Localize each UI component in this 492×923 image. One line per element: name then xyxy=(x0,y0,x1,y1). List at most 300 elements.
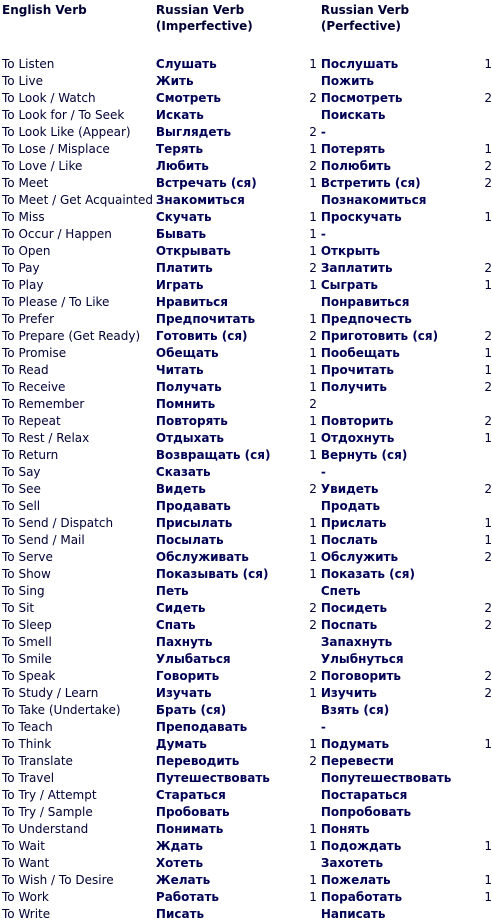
imperfective-verb-cell: Улыбаться xyxy=(155,652,231,666)
imperfective-verb-cell: Обслуживать xyxy=(155,550,249,564)
perfective-conjugation-cell: 2 xyxy=(484,176,492,190)
perfective-conjugation-cell xyxy=(464,702,492,719)
imperfective-verb-cell: Брать (ся) xyxy=(155,703,227,717)
perfective-verb-cell: Увидеть xyxy=(320,482,379,496)
imperfective-conjugation-cell: 1 xyxy=(309,737,317,751)
english-verb-cell: To Open xyxy=(2,244,51,258)
header-perfective xyxy=(321,0,465,56)
imperfective-conjugation-cell xyxy=(293,719,321,736)
perfective-conjugation-cell xyxy=(464,192,492,209)
imperfective-verb-cell: Показывать (ся) xyxy=(155,567,269,581)
english-verb-cell: To Say xyxy=(2,465,41,479)
header-imperfective-line-1: Russian Verb xyxy=(155,3,245,17)
imperfective-conjugation-cell: 2 xyxy=(309,125,317,139)
perfective-verb-cell: - xyxy=(320,125,326,139)
table-row xyxy=(2,430,492,447)
perfective-verb-cell: Поговорить xyxy=(320,669,402,683)
table-row xyxy=(2,515,492,532)
perfective-verb-cell: Взять (ся) xyxy=(320,703,390,717)
perfective-verb-cell: Приготовить (ся) xyxy=(320,329,439,343)
imperfective-conjugation-cell: 1 xyxy=(309,567,317,581)
perfective-conjugation-cell xyxy=(464,855,492,872)
perfective-verb-cell: Пообещать xyxy=(320,346,400,360)
imperfective-verb-cell: Пахнуть xyxy=(155,635,213,649)
imperfective-verb-cell: Повторять xyxy=(155,414,228,428)
table-row xyxy=(2,617,492,634)
perfective-verb-cell: Подумать xyxy=(320,737,390,751)
header-conj-2 xyxy=(464,0,492,56)
imperfective-conjugation-cell: 2 xyxy=(309,754,317,768)
perfective-conjugation-cell: 2 xyxy=(484,380,492,394)
table-row xyxy=(2,719,492,736)
english-verb-cell: To Live xyxy=(2,74,43,88)
imperfective-verb-cell: Отдыхать xyxy=(155,431,224,445)
perfective-verb-cell: Сыграть xyxy=(320,278,379,292)
table-row xyxy=(2,787,492,804)
table-row xyxy=(2,243,492,260)
table-row xyxy=(2,328,492,345)
table-row xyxy=(2,90,492,107)
imperfective-conjugation-cell xyxy=(293,634,321,651)
perfective-conjugation-cell: 1 xyxy=(484,363,492,377)
imperfective-verb-cell: Петь xyxy=(155,584,189,598)
perfective-verb-cell: Прислать xyxy=(320,516,387,530)
imperfective-verb-cell: Пробовать xyxy=(155,805,230,819)
english-verb-cell: To Want xyxy=(2,856,50,870)
english-verb-cell: To Try / Sample xyxy=(2,805,93,819)
english-verb-cell: To Sleep xyxy=(2,618,52,632)
english-verb-cell: To Lose / Misplace xyxy=(2,142,110,156)
english-verb-cell: To Study / Learn xyxy=(2,686,99,700)
perfective-conjugation-cell xyxy=(464,311,492,328)
english-verb-cell: To Understand xyxy=(2,822,89,836)
table-row xyxy=(2,226,492,243)
perfective-conjugation-cell xyxy=(464,906,492,923)
english-verb-cell: To Try / Attempt xyxy=(2,788,97,802)
english-verb-cell: To Smile xyxy=(2,652,52,666)
perfective-conjugation-cell xyxy=(464,566,492,583)
imperfective-verb-cell: Продавать xyxy=(155,499,231,513)
english-verb-cell: To Sing xyxy=(2,584,45,598)
imperfective-conjugation-cell xyxy=(293,906,321,923)
perfective-verb-cell: Познакомиться xyxy=(320,193,427,207)
imperfective-conjugation-cell: 1 xyxy=(309,448,317,462)
imperfective-conjugation-cell: 1 xyxy=(309,278,317,292)
table-row xyxy=(2,498,492,515)
perfective-verb-cell: Пожить xyxy=(320,74,375,88)
imperfective-verb-cell: Видеть xyxy=(155,482,206,496)
imperfective-conjugation-cell: 1 xyxy=(309,550,317,564)
table-row xyxy=(2,107,492,124)
imperfective-conjugation-cell: 1 xyxy=(309,210,317,224)
imperfective-conjugation-cell xyxy=(293,73,321,90)
imperfective-verb-cell: Изучать xyxy=(155,686,212,700)
english-verb-cell: To Occur / Happen xyxy=(2,227,112,241)
header-row xyxy=(2,0,492,56)
english-verb-cell: To Send / Mail xyxy=(2,533,85,547)
imperfective-conjugation-cell: 1 xyxy=(309,686,317,700)
english-verb-cell: To Look / Watch xyxy=(2,91,96,105)
table-row xyxy=(2,362,492,379)
header-english-label: English Verb xyxy=(2,3,87,17)
imperfective-verb-cell: Получать xyxy=(155,380,222,394)
imperfective-conjugation-cell: 1 xyxy=(309,176,317,190)
english-verb-cell: To Think xyxy=(2,737,52,751)
imperfective-verb-cell: Посылать xyxy=(155,533,224,547)
imperfective-conjugation-cell: 1 xyxy=(309,244,317,258)
table-row xyxy=(2,838,492,855)
perfective-verb-cell: Пожелать xyxy=(320,873,391,887)
imperfective-verb-cell: Понимать xyxy=(155,822,224,836)
perfective-conjugation-cell: 2 xyxy=(484,618,492,632)
perfective-verb-cell: Поспать xyxy=(320,618,378,632)
table-row xyxy=(2,702,492,719)
imperfective-conjugation-cell xyxy=(293,192,321,209)
table-row xyxy=(2,345,492,362)
english-verb-cell: To Show xyxy=(2,567,51,581)
english-verb-cell: To Write xyxy=(2,907,51,921)
table-row xyxy=(2,124,492,141)
english-verb-cell: To Serve xyxy=(2,550,53,564)
perfective-verb-cell: Обслужить xyxy=(320,550,399,564)
table-row xyxy=(2,481,492,498)
perfective-verb-cell: Понравиться xyxy=(320,295,410,309)
table-row xyxy=(2,770,492,787)
imperfective-conjugation-cell: 1 xyxy=(309,346,317,360)
imperfective-verb-cell: Спать xyxy=(155,618,196,632)
english-verb-cell: To Take (Undertake) xyxy=(2,703,121,717)
perfective-verb-cell: Посидеть xyxy=(320,601,388,615)
imperfective-conjugation-cell: 2 xyxy=(309,91,317,105)
table-row xyxy=(2,141,492,158)
perfective-conjugation-cell: 2 xyxy=(484,159,492,173)
english-verb-cell: To Listen xyxy=(2,57,55,71)
imperfective-verb-cell: Искать xyxy=(155,108,204,122)
imperfective-conjugation-cell: 1 xyxy=(309,839,317,853)
perfective-conjugation-cell: 1 xyxy=(484,533,492,547)
table-row xyxy=(2,600,492,617)
perfective-conjugation-cell: 1 xyxy=(484,516,492,530)
table-row xyxy=(2,311,492,328)
perfective-conjugation-cell: 1 xyxy=(484,737,492,751)
table-row xyxy=(2,736,492,753)
imperfective-conjugation-cell: 2 xyxy=(309,261,317,275)
perfective-conjugation-cell: 2 xyxy=(484,91,492,105)
imperfective-verb-cell: Платить xyxy=(155,261,213,275)
perfective-verb-cell: Вернуть (ся) xyxy=(320,448,408,462)
imperfective-conjugation-cell: 2 xyxy=(309,159,317,173)
perfective-verb-cell: Посмотреть xyxy=(320,91,403,105)
perfective-conjugation-cell xyxy=(464,634,492,651)
imperfective-conjugation-cell: 1 xyxy=(309,312,317,326)
perfective-verb-cell: Поискать xyxy=(320,108,386,122)
perfective-conjugation-cell xyxy=(464,294,492,311)
imperfective-verb-cell: Играть xyxy=(155,278,204,292)
english-verb-cell: To Wait xyxy=(2,839,45,853)
verb-table xyxy=(2,0,492,923)
table-row xyxy=(2,566,492,583)
imperfective-conjugation-cell: 1 xyxy=(309,516,317,530)
imperfective-conjugation-cell: 1 xyxy=(309,431,317,445)
english-verb-cell: To Sit xyxy=(2,601,35,615)
english-verb-cell: To Rest / Relax xyxy=(2,431,90,445)
english-verb-cell: To Sell xyxy=(2,499,41,513)
imperfective-conjugation-cell xyxy=(293,770,321,787)
perfective-verb-cell: Послушать xyxy=(320,57,399,71)
imperfective-conjugation-cell xyxy=(293,583,321,600)
perfective-conjugation-cell xyxy=(464,770,492,787)
perfective-verb-cell: Послать xyxy=(320,533,378,547)
table-row xyxy=(2,260,492,277)
imperfective-conjugation-cell xyxy=(293,107,321,124)
perfective-verb-cell: Спеть xyxy=(320,584,361,598)
table-row xyxy=(2,396,492,413)
imperfective-conjugation-cell: 2 xyxy=(309,601,317,615)
imperfective-verb-cell: Ждать xyxy=(155,839,203,853)
english-verb-cell: To Meet / Get Acquainted xyxy=(2,193,153,207)
header-imperfective-line-2: (Imperfective) xyxy=(155,19,253,33)
english-verb-cell: To Love / Like xyxy=(2,159,83,173)
imperfective-conjugation-cell: 2 xyxy=(309,669,317,683)
english-verb-cell: To Play xyxy=(2,278,44,292)
verb-table-header xyxy=(2,0,492,56)
perfective-verb-cell: Подождать xyxy=(320,839,402,853)
english-verb-cell: To Work xyxy=(2,890,49,904)
perfective-verb-cell: Изучить xyxy=(320,686,377,700)
english-verb-cell: To Return xyxy=(2,448,59,462)
english-verb-cell: To Smell xyxy=(2,635,52,649)
english-verb-cell: To Prepare (Get Ready) xyxy=(2,329,141,343)
perfective-conjugation-cell xyxy=(464,73,492,90)
perfective-conjugation-cell xyxy=(464,804,492,821)
perfective-verb-cell: Запахнуть xyxy=(320,635,393,649)
perfective-verb-cell: Отдохнуть xyxy=(320,431,395,445)
perfective-verb-cell: Прочитать xyxy=(320,363,394,377)
table-row xyxy=(2,379,492,396)
table-row xyxy=(2,277,492,294)
imperfective-verb-cell: Работать xyxy=(155,890,220,904)
imperfective-verb-cell: Скучать xyxy=(155,210,212,224)
imperfective-verb-cell: Думать xyxy=(155,737,207,751)
perfective-conjugation-cell: 2 xyxy=(484,261,492,275)
imperfective-verb-cell: Преподавать xyxy=(155,720,248,734)
imperfective-verb-cell: Любить xyxy=(155,159,209,173)
imperfective-verb-cell: Терять xyxy=(155,142,204,156)
perfective-conjugation-cell xyxy=(464,787,492,804)
perfective-conjugation-cell xyxy=(464,583,492,600)
perfective-conjugation-cell xyxy=(464,651,492,668)
header-perfective-line-1: Russian Verb xyxy=(320,3,410,17)
table-row xyxy=(2,413,492,430)
header-imperfective xyxy=(156,0,293,56)
imperfective-verb-cell: Нравиться xyxy=(155,295,228,309)
perfective-conjugation-cell: 1 xyxy=(484,142,492,156)
imperfective-verb-cell: Предпочитать xyxy=(155,312,256,326)
perfective-verb-cell: Полюбить xyxy=(320,159,391,173)
imperfective-conjugation-cell: 1 xyxy=(309,890,317,904)
table-row xyxy=(2,464,492,481)
perfective-conjugation-cell: 1 xyxy=(484,210,492,224)
perfective-conjugation-cell: 1 xyxy=(484,873,492,887)
imperfective-conjugation-cell xyxy=(293,855,321,872)
perfective-verb-cell: Попробовать xyxy=(320,805,412,819)
perfective-conjugation-cell: 2 xyxy=(484,550,492,564)
perfective-conjugation-cell xyxy=(464,464,492,481)
imperfective-verb-cell: Помнить xyxy=(155,397,216,411)
english-verb-cell: To Send / Dispatch xyxy=(2,516,114,530)
english-verb-cell: To Teach xyxy=(2,720,53,734)
imperfective-conjugation-cell: 1 xyxy=(309,363,317,377)
table-row xyxy=(2,872,492,889)
imperfective-verb-cell: Бывать xyxy=(155,227,207,241)
table-row xyxy=(2,668,492,685)
table-row xyxy=(2,447,492,464)
imperfective-verb-cell: Переводить xyxy=(155,754,240,768)
perfective-conjugation-cell: 1 xyxy=(484,890,492,904)
perfective-conjugation-cell xyxy=(464,753,492,770)
table-row xyxy=(2,192,492,209)
header-perfective-line-2: (Perfective) xyxy=(320,19,401,33)
imperfective-conjugation-cell: 1 xyxy=(309,533,317,547)
imperfective-verb-cell: Смотреть xyxy=(155,91,221,105)
table-row xyxy=(2,583,492,600)
perfective-verb-cell: Встретить (ся) xyxy=(320,176,421,190)
perfective-conjugation-cell xyxy=(464,719,492,736)
verb-table-body xyxy=(2,56,492,923)
imperfective-verb-cell: Желать xyxy=(155,873,211,887)
imperfective-conjugation-cell xyxy=(293,464,321,481)
imperfective-conjugation-cell: 1 xyxy=(309,380,317,394)
english-verb-cell: To Translate xyxy=(2,754,73,768)
perfective-verb-cell: Предпочесть xyxy=(320,312,412,326)
imperfective-verb-cell: Присылать xyxy=(155,516,233,530)
header-conj-1 xyxy=(293,0,321,56)
imperfective-conjugation-cell: 1 xyxy=(309,822,317,836)
english-verb-cell: To See xyxy=(2,482,41,496)
perfective-verb-cell: Показать (ся) xyxy=(320,567,415,581)
perfective-conjugation-cell: 2 xyxy=(484,482,492,496)
table-row xyxy=(2,294,492,311)
table-row xyxy=(2,634,492,651)
english-verb-cell: To Meet xyxy=(2,176,49,190)
imperfective-verb-cell: Сказать xyxy=(155,465,211,479)
perfective-conjugation-cell xyxy=(464,396,492,413)
perfective-conjugation-cell: 1 xyxy=(484,346,492,360)
english-verb-cell: To Read xyxy=(2,363,49,377)
imperfective-conjugation-cell: 1 xyxy=(309,142,317,156)
perfective-conjugation-cell: 1 xyxy=(484,431,492,445)
table-row xyxy=(2,175,492,192)
english-verb-cell: To Prefer xyxy=(2,312,55,326)
perfective-verb-cell: - xyxy=(320,720,326,734)
perfective-conjugation-cell: 2 xyxy=(484,329,492,343)
perfective-conjugation-cell: 1 xyxy=(484,839,492,853)
perfective-verb-cell: Улыбнуться xyxy=(320,652,404,666)
imperfective-conjugation-cell xyxy=(293,804,321,821)
english-verb-cell: To Pay xyxy=(2,261,40,275)
english-verb-cell: To Travel xyxy=(2,771,55,785)
perfective-verb-cell: Проскучать xyxy=(320,210,402,224)
imperfective-verb-cell: Читать xyxy=(155,363,204,377)
imperfective-conjugation-cell: 1 xyxy=(309,57,317,71)
english-verb-cell: To Repeat xyxy=(2,414,61,428)
imperfective-verb-cell: Выглядеть xyxy=(155,125,232,139)
english-verb-cell: To Promise xyxy=(2,346,67,360)
english-verb-cell: To Please / To Like xyxy=(2,295,110,309)
imperfective-conjugation-cell: 1 xyxy=(309,414,317,428)
imperfective-conjugation-cell: 1 xyxy=(309,873,317,887)
english-verb-cell: To Remember xyxy=(2,397,85,411)
imperfective-conjugation-cell xyxy=(293,787,321,804)
perfective-verb-cell: Потерять xyxy=(320,142,386,156)
imperfective-verb-cell: Говорить xyxy=(155,669,220,683)
imperfective-verb-cell: Стараться xyxy=(155,788,226,802)
imperfective-conjugation-cell: 2 xyxy=(309,482,317,496)
table-row xyxy=(2,73,492,90)
english-verb-cell: To Miss xyxy=(2,210,45,224)
perfective-verb-cell: Перевести xyxy=(320,754,394,768)
perfective-conjugation-cell: 2 xyxy=(484,414,492,428)
english-verb-cell: To Look Like (Appear) xyxy=(2,125,131,139)
perfective-conjugation-cell xyxy=(464,107,492,124)
perfective-conjugation-cell xyxy=(464,498,492,515)
perfective-verb-cell: Постараться xyxy=(320,788,408,802)
imperfective-verb-cell: Открывать xyxy=(155,244,231,258)
imperfective-conjugation-cell xyxy=(293,702,321,719)
english-verb-cell: To Wish / To Desire xyxy=(2,873,114,887)
perfective-conjugation-cell xyxy=(464,821,492,838)
perfective-verb-cell: - xyxy=(320,465,326,479)
table-row xyxy=(2,804,492,821)
imperfective-verb-cell: Готовить (ся) xyxy=(155,329,248,343)
perfective-conjugation-cell xyxy=(464,226,492,243)
perfective-verb-cell: Повторить xyxy=(320,414,394,428)
imperfective-verb-cell: Возвращать (ся) xyxy=(155,448,271,462)
table-row xyxy=(2,821,492,838)
imperfective-verb-cell: Сидеть xyxy=(155,601,206,615)
perfective-verb-cell: Получить xyxy=(320,380,387,394)
perfective-conjugation-cell xyxy=(464,447,492,464)
perfective-conjugation-cell: 2 xyxy=(484,601,492,615)
table-row xyxy=(2,56,492,73)
english-verb-cell: To Look for / To Seek xyxy=(2,108,125,122)
table-row xyxy=(2,753,492,770)
imperfective-conjugation-cell: 2 xyxy=(309,397,317,411)
perfective-verb-cell xyxy=(321,396,465,413)
table-row xyxy=(2,889,492,906)
perfective-conjugation-cell xyxy=(464,124,492,141)
perfective-verb-cell: - xyxy=(320,227,326,241)
perfective-verb-cell: Попутешествовать xyxy=(320,771,452,785)
perfective-conjugation-cell: 2 xyxy=(484,669,492,683)
header-english xyxy=(2,0,156,56)
perfective-verb-cell: Написать xyxy=(320,907,386,921)
imperfective-verb-cell: Хотеть xyxy=(155,856,204,870)
table-row xyxy=(2,549,492,566)
perfective-verb-cell: Понять xyxy=(320,822,370,836)
imperfective-conjugation-cell: 2 xyxy=(309,329,317,343)
perfective-conjugation-cell xyxy=(464,243,492,260)
english-verb-cell: To Speak xyxy=(2,669,56,683)
imperfective-verb-cell: Писать xyxy=(155,907,205,921)
perfective-verb-cell: Заплатить xyxy=(320,261,393,275)
perfective-verb-cell: Открыть xyxy=(320,244,381,258)
table-row xyxy=(2,532,492,549)
imperfective-conjugation-cell xyxy=(293,651,321,668)
imperfective-verb-cell: Обещать xyxy=(155,346,219,360)
table-row xyxy=(2,158,492,175)
imperfective-conjugation-cell xyxy=(293,294,321,311)
